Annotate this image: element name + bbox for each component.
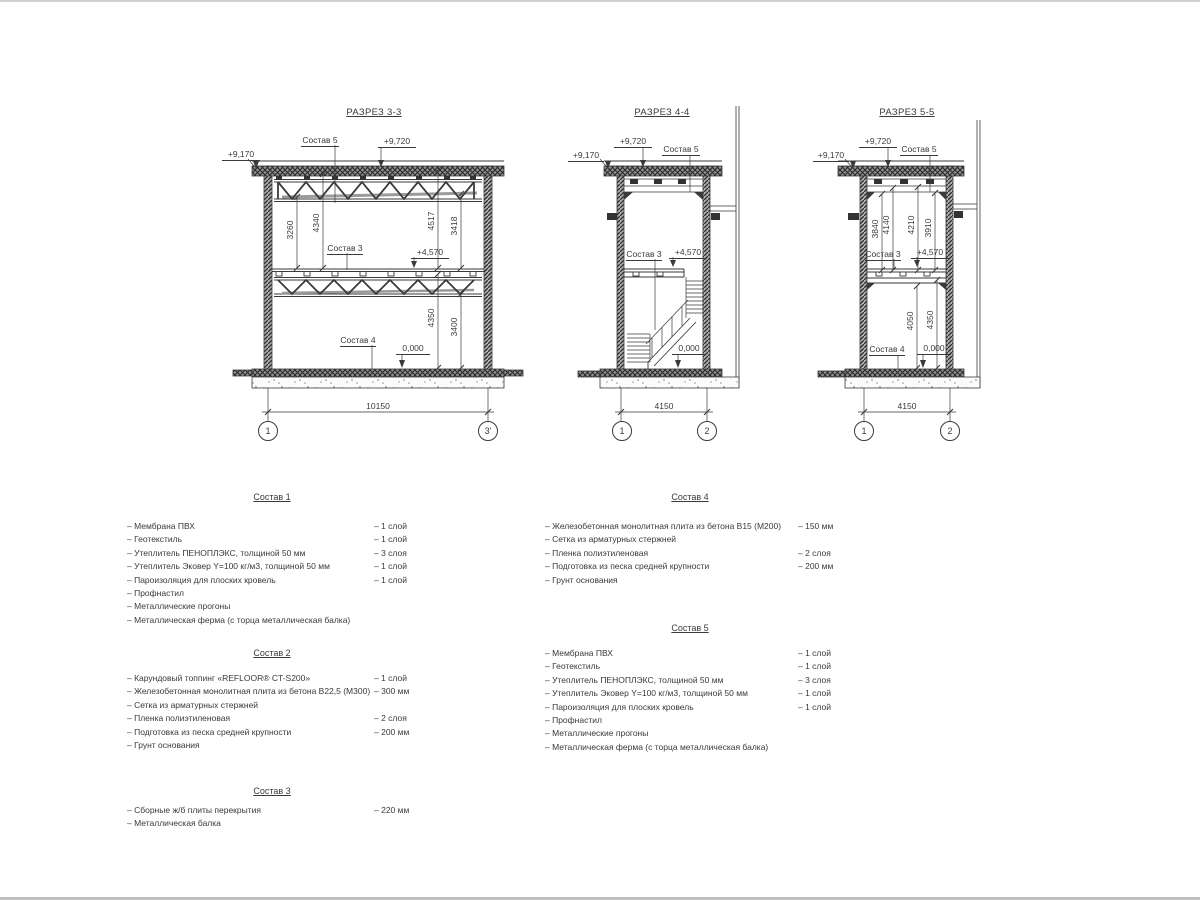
span-dimension: 4150 bbox=[654, 401, 674, 411]
composition-row bbox=[127, 521, 417, 534]
composition-list-4 bbox=[545, 492, 835, 588]
span-dimension: 4150 bbox=[897, 401, 917, 411]
composition-callout: Состав 4 bbox=[869, 344, 905, 354]
span-dimension: 10150 bbox=[366, 401, 390, 411]
composition-row bbox=[127, 673, 417, 686]
material-quantity: – 2 слоя bbox=[798, 547, 831, 558]
composition-row bbox=[545, 702, 835, 715]
material-name: – Утеплитель ПЕНОПЛЭКС, толщиной 50 мм bbox=[127, 547, 306, 558]
composition-row bbox=[545, 742, 835, 755]
composition-list-title: Состав 1 bbox=[253, 492, 291, 502]
dimension-label: 4350 bbox=[426, 308, 436, 328]
grid-bubble: 1 bbox=[612, 421, 632, 441]
material-name: – Грунт основания bbox=[127, 739, 200, 750]
material-name: – Профнастил bbox=[127, 587, 184, 598]
composition-row bbox=[127, 561, 417, 574]
composition-row bbox=[545, 575, 835, 588]
composition-callout: Состав 5 bbox=[663, 144, 699, 154]
composition-list-title: Состав 2 bbox=[253, 648, 291, 658]
material-name: – Карундовый топпинг «REFLOOR® CT-S200» bbox=[127, 673, 311, 683]
elevation-mark: 0,000 bbox=[917, 343, 951, 355]
material-name: – Пароизоляция для плоских кровель bbox=[545, 701, 694, 712]
composition-row bbox=[545, 728, 835, 741]
composition-row bbox=[127, 700, 417, 713]
composition-list-3 bbox=[127, 786, 417, 832]
composition-items bbox=[127, 805, 417, 832]
dimension-label: 3400 bbox=[449, 317, 459, 337]
material-quantity: – 220 мм bbox=[374, 805, 410, 815]
material-name: – Металлическая ферма (с торца металлическая балка) bbox=[127, 614, 351, 625]
dimension-label: 4140 bbox=[881, 215, 891, 235]
dimension-label: 3910 bbox=[923, 218, 933, 238]
material-name: – Геотекстиль bbox=[545, 661, 601, 672]
material-name: – Металлические прогоны bbox=[127, 601, 231, 612]
dimension-label: 4340 bbox=[311, 213, 321, 233]
material-quantity: – 1 слой bbox=[374, 574, 407, 585]
elevation-mark: +4,570 bbox=[669, 247, 707, 259]
composition-list-title: Состав 3 bbox=[253, 786, 291, 796]
material-quantity: – 1 слой bbox=[798, 688, 831, 699]
composition-row bbox=[127, 548, 417, 561]
composition-callout: Состав 4 bbox=[340, 335, 376, 345]
elevation-mark: +4,570 bbox=[411, 247, 449, 259]
composition-callout: Состав 3 bbox=[626, 249, 662, 259]
material-name: – Металлические прогоны bbox=[545, 728, 649, 739]
material-quantity: – 2 слоя bbox=[374, 713, 407, 724]
composition-row bbox=[545, 561, 835, 574]
material-quantity: – 1 слой bbox=[798, 701, 831, 712]
composition-items bbox=[545, 648, 835, 755]
elevation-mark: +4,570 bbox=[911, 247, 949, 259]
grid-bubble: 1 bbox=[854, 421, 874, 441]
material-name: – Пленка полиэтиленовая bbox=[545, 547, 649, 558]
elevation-mark: +9,170 bbox=[222, 149, 260, 161]
material-name: – Пароизоляция для плоских кровель bbox=[127, 574, 276, 585]
elevation-mark: 0,000 bbox=[396, 343, 430, 355]
dimension-label: 4210 bbox=[906, 215, 916, 235]
elevation-mark: +9,720 bbox=[614, 136, 652, 148]
composition-row bbox=[545, 688, 835, 701]
composition-row bbox=[545, 648, 835, 661]
composition-callout: Состав 5 bbox=[901, 144, 937, 154]
composition-row bbox=[545, 548, 835, 561]
composition-list-title: Состав 5 bbox=[671, 623, 709, 633]
material-quantity: – 3 слоя bbox=[374, 547, 407, 558]
elevation-mark: +9,720 bbox=[378, 136, 416, 148]
composition-callout: Состав 5 bbox=[302, 135, 338, 145]
material-name: – Утеплитель Эковер Y=100 кг/м3, толщиной 50 мм bbox=[127, 561, 330, 572]
composition-row bbox=[545, 521, 835, 534]
composition-row bbox=[127, 805, 417, 818]
dimension-label: 3840 bbox=[870, 219, 880, 239]
material-quantity: – 1 слой bbox=[374, 521, 407, 531]
section-5-5-linework bbox=[818, 120, 980, 421]
composition-list-2 bbox=[127, 648, 417, 753]
material-name: – Мембрана ПВХ bbox=[545, 648, 613, 658]
elevation-mark: +9,720 bbox=[859, 136, 897, 148]
material-name: – Железобетонная монолитная плита из бетона В22,5 (М300) bbox=[127, 686, 371, 697]
dimension-label: 3260 bbox=[285, 220, 295, 240]
composition-row bbox=[127, 534, 417, 547]
composition-row bbox=[545, 715, 835, 728]
dimension-label: 3418 bbox=[449, 216, 459, 236]
composition-list-1 bbox=[127, 492, 417, 628]
material-name: – Железобетонная монолитная плита из бетона В15 (М200) bbox=[545, 521, 782, 531]
material-name: – Грунт основания bbox=[545, 574, 618, 585]
composition-row bbox=[127, 588, 417, 601]
composition-row bbox=[127, 575, 417, 588]
grid-bubble: 1 bbox=[258, 421, 278, 441]
material-quantity: – 200 мм bbox=[798, 561, 834, 572]
grid-bubble: 2 bbox=[697, 421, 717, 441]
material-name: – Сетка из арматурных стержней bbox=[127, 699, 259, 710]
composition-callout: Состав 3 bbox=[327, 243, 363, 253]
composition-list-title: Состав 4 bbox=[671, 492, 709, 502]
section-3-3-linework bbox=[233, 145, 523, 421]
material-name: – Утеплитель Эковер Y=100 кг/м3, толщиной 50 мм bbox=[545, 688, 748, 699]
material-name: – Металлическая ферма (с торца металлическая балка) bbox=[545, 741, 769, 752]
material-quantity: – 1 слой bbox=[374, 673, 407, 683]
composition-list-5 bbox=[545, 623, 835, 755]
grid-bubble: 3' bbox=[478, 421, 498, 441]
composition-row bbox=[127, 601, 417, 614]
composition-row bbox=[545, 675, 835, 688]
composition-row bbox=[127, 727, 417, 740]
composition-items bbox=[545, 521, 835, 588]
material-quantity: – 1 слой bbox=[374, 534, 407, 545]
composition-callout: Состав 3 bbox=[865, 249, 901, 259]
material-quantity: – 200 мм bbox=[374, 726, 410, 737]
material-name: – Сетка из арматурных стержней bbox=[545, 534, 677, 545]
material-name: – Пленка полиэтиленовая bbox=[127, 713, 231, 724]
material-quantity: – 1 слой bbox=[798, 661, 831, 672]
section-5-5-title: РАЗРЕЗ 5-5 bbox=[879, 107, 935, 118]
elevation-mark: 0,000 bbox=[672, 343, 706, 355]
grid-bubble: 2 bbox=[940, 421, 960, 441]
material-quantity: – 1 слой bbox=[798, 648, 831, 658]
material-name: – Геотекстиль bbox=[127, 534, 183, 545]
section-3-3-title: РАЗРЕЗ 3-3 bbox=[346, 107, 402, 118]
material-name: – Подготовка из песка средней крупности bbox=[545, 561, 710, 572]
material-name: – Подготовка из песка средней крупности bbox=[127, 726, 292, 737]
dimension-label: 4517 bbox=[426, 211, 436, 231]
composition-row bbox=[127, 686, 417, 699]
material-name: – Металлическая балка bbox=[127, 818, 221, 829]
material-quantity: – 1 слой bbox=[374, 561, 407, 572]
elevation-mark: +9,170 bbox=[568, 150, 604, 162]
composition-row bbox=[127, 615, 417, 628]
material-name: – Сборные ж/б плиты перекрытия bbox=[127, 805, 261, 815]
dimension-label: 4350 bbox=[925, 310, 935, 330]
composition-row bbox=[127, 713, 417, 726]
composition-row bbox=[127, 740, 417, 753]
material-name: – Профнастил bbox=[545, 714, 602, 725]
section-4-4-title: РАЗРЕЗ 4-4 bbox=[634, 107, 690, 118]
material-name: – Мембрана ПВХ bbox=[127, 521, 195, 531]
material-quantity: – 300 мм bbox=[374, 686, 410, 697]
composition-row bbox=[127, 818, 417, 831]
composition-items bbox=[127, 521, 417, 628]
dimension-label: 4050 bbox=[905, 311, 915, 331]
composition-row bbox=[545, 534, 835, 547]
material-name: – Утеплитель ПЕНОПЛЭКС, толщиной 50 мм bbox=[545, 674, 724, 685]
material-quantity: – 150 мм bbox=[798, 521, 834, 531]
composition-row bbox=[545, 661, 835, 674]
material-quantity: – 3 слоя bbox=[798, 674, 831, 685]
composition-items bbox=[127, 673, 417, 753]
elevation-mark: +9,170 bbox=[813, 150, 849, 162]
